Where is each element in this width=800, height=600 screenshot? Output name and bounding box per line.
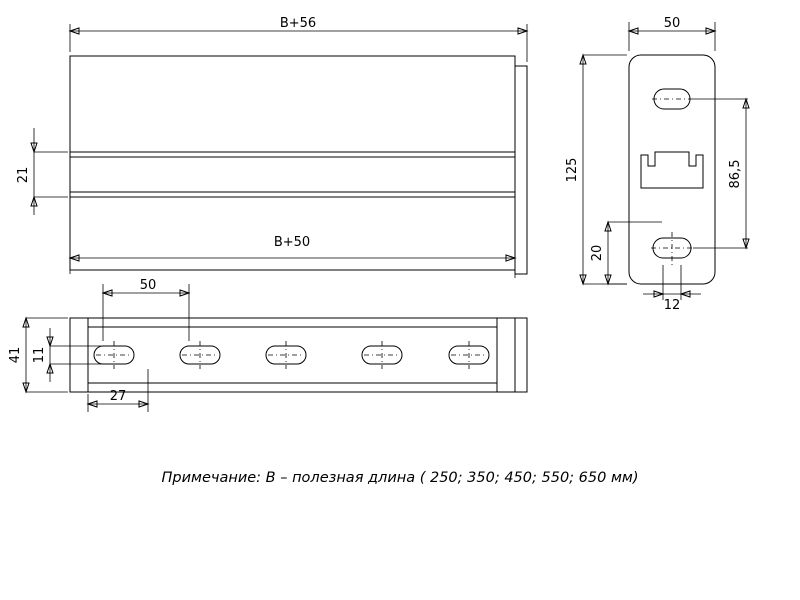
slot-2 [180, 341, 220, 369]
top-view [8, 278, 527, 412]
plate-channel-profile [641, 152, 703, 188]
dim-label-b50: B+50 [273, 235, 311, 250]
top-view-slots [94, 341, 489, 369]
slot-3 [266, 341, 306, 369]
plate-view [565, 16, 749, 313]
dim-label-50-plate: 50 [663, 16, 681, 31]
channel-shape [641, 152, 703, 188]
plate-lower-slot [651, 232, 693, 265]
top-view-end-plate [515, 318, 527, 392]
side-view-mount-plate [515, 66, 527, 274]
dim-label-125: 125 [565, 157, 580, 183]
slot-1 [94, 341, 134, 369]
slot-4 [362, 341, 402, 369]
dim-label-b56: B+56 [279, 16, 317, 31]
dim-label-20: 20 [590, 244, 605, 262]
dim-label-27: 27 [109, 389, 127, 404]
dim-label-865: 86,5 [728, 159, 743, 189]
dim-label-p50: 50 [139, 278, 157, 293]
slot-5 [449, 341, 489, 369]
plate-upper-slot [652, 89, 692, 109]
dim-label-11: 11 [32, 346, 47, 364]
drawing-note: Примечание: В – полезная длина ( 250; 350; 450; 550; 650 мм) [161, 470, 639, 486]
side-view [16, 16, 527, 278]
dim-label-21: 21 [16, 166, 31, 184]
dim-label-41: 41 [8, 346, 23, 364]
dim-label-12: 12 [663, 298, 681, 313]
